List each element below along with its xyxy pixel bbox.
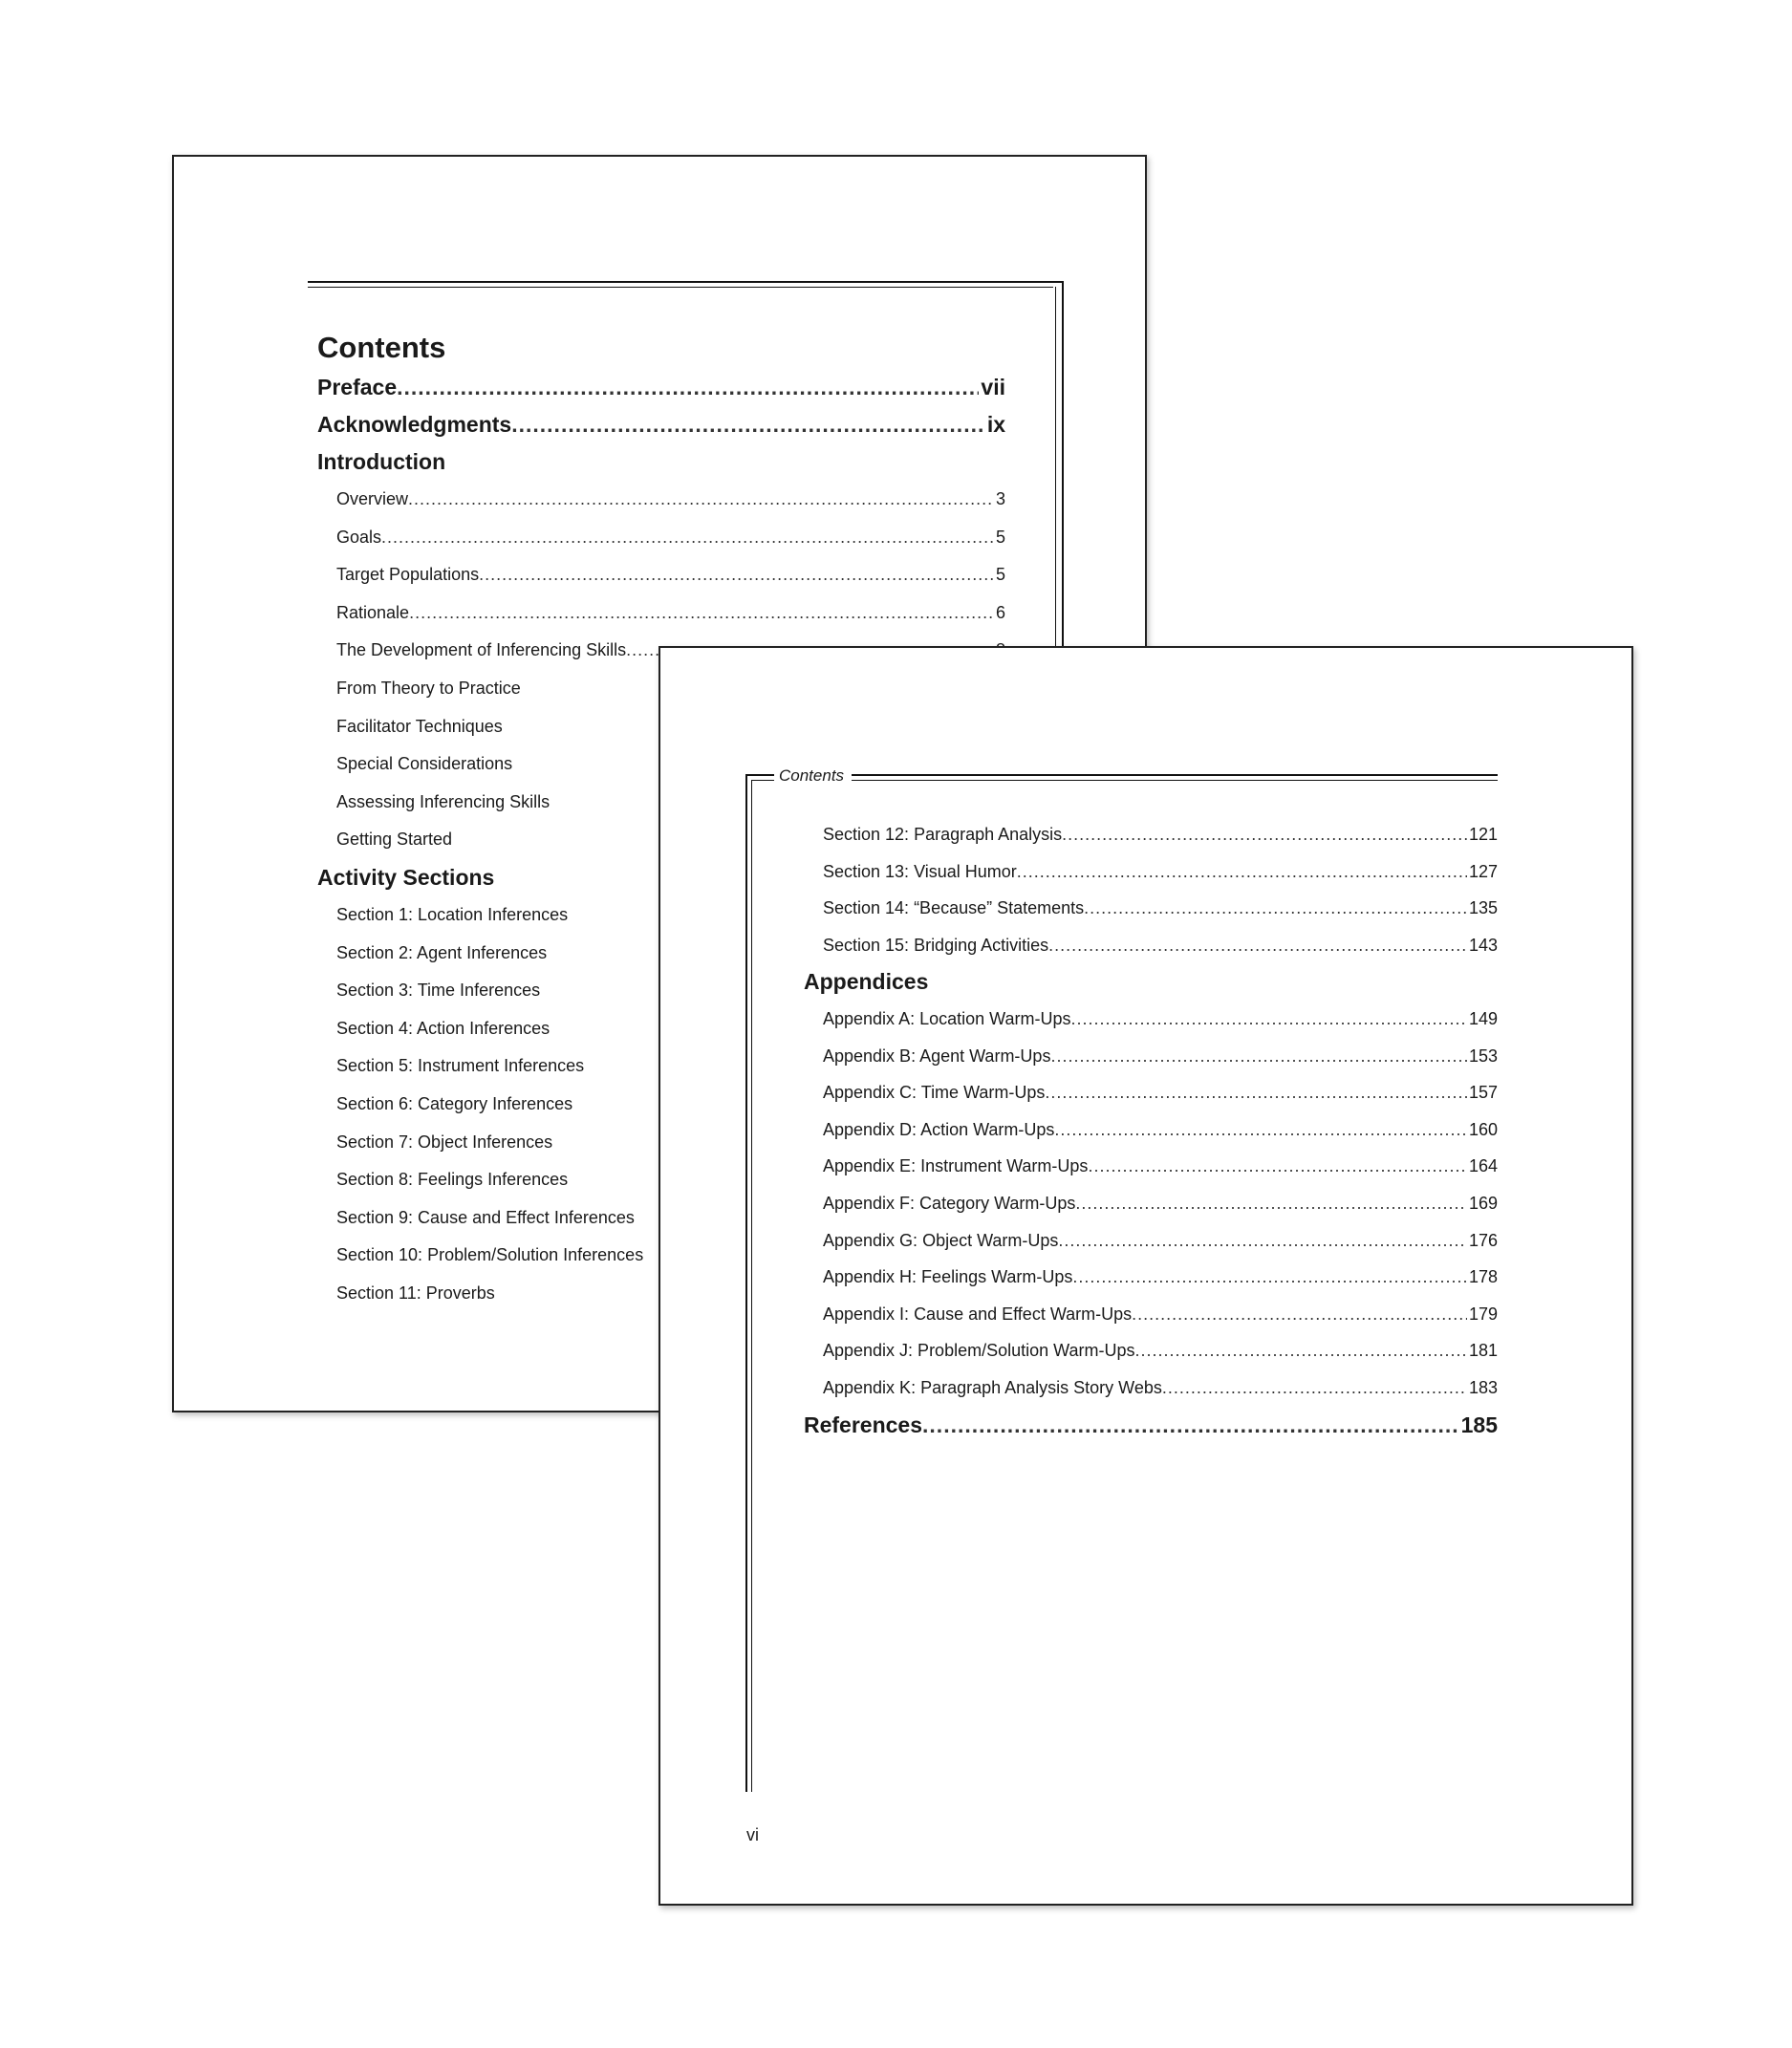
toc-entry-label: Appendix D: Action Warm-Ups xyxy=(823,1119,1055,1139)
toc-entry-label: Goals xyxy=(336,527,382,547)
top-rule xyxy=(852,774,1498,776)
toc-entry-page-number: 6 xyxy=(995,602,1005,622)
toc-entry-label: Section 1: Location Inferences xyxy=(336,904,569,924)
toc-entry-label: Appendix A: Location Warm-Ups xyxy=(823,1008,1071,1028)
toc-entry-page-number: 169 xyxy=(1468,1193,1498,1213)
toc-entry xyxy=(804,1296,1498,1333)
toc-entry xyxy=(804,1369,1498,1407)
toc-entry-label: Section 6: Category Inferences xyxy=(336,1093,573,1113)
dot-leader xyxy=(1088,1148,1467,1185)
toc-entry-label: The Development of Inferencing Skills xyxy=(336,640,627,660)
toc-entry-label: Appendix E: Instrument Warm-Ups xyxy=(823,1156,1089,1176)
toc-entry xyxy=(804,890,1498,927)
toc-entry-label: Appendix C: Time Warm-Ups xyxy=(823,1083,1046,1103)
toc-entry-label: Section 11: Proverbs xyxy=(336,1283,495,1303)
toc-entry-page-number: 135 xyxy=(1468,898,1498,918)
toc-entry-label: Section 13: Visual Humor xyxy=(823,861,1017,881)
dot-leader xyxy=(409,594,994,633)
toc-heading-entry xyxy=(317,369,1005,406)
toc-entry xyxy=(804,1259,1498,1296)
toc-heading-entry xyxy=(317,406,1005,443)
top-rule-segment-inner xyxy=(751,780,774,781)
dot-leader xyxy=(1045,1074,1467,1111)
toc-entry-label: Appendix K: Paragraph Analysis Story Webs xyxy=(823,1377,1162,1397)
top-double-rule-inner xyxy=(308,287,1053,288)
toc-heading-entry xyxy=(804,963,1498,1001)
dot-leader xyxy=(511,406,985,443)
toc-entry-label: Special Considerations xyxy=(336,754,513,774)
dot-leader xyxy=(408,481,994,519)
toc-entry-page-number: 179 xyxy=(1468,1304,1498,1324)
toc-entry-label: Assessing Inferencing Skills xyxy=(336,791,551,811)
toc-entry-page-number: 143 xyxy=(1468,935,1498,955)
toc-entry-label: Appendix I: Cause and Effect Warm-Ups xyxy=(823,1304,1133,1324)
top-double-rule xyxy=(308,281,1063,283)
toc-entry-page-number: 3 xyxy=(995,489,1005,508)
dot-leader xyxy=(1048,927,1467,964)
dot-leader xyxy=(1134,1332,1466,1369)
toc-entry-page-number: 153 xyxy=(1468,1046,1498,1066)
toc-entry-page-number: 127 xyxy=(1468,861,1498,881)
toc-entry-label: Appendix G: Object Warm-Ups xyxy=(823,1230,1059,1250)
dot-leader xyxy=(1070,1001,1467,1038)
toc-page-right xyxy=(659,646,1633,1906)
toc-entry xyxy=(804,1001,1498,1038)
toc-entry xyxy=(804,1038,1498,1075)
toc-entry-label: Section 8: Feelings Inferences xyxy=(336,1170,569,1190)
toc-entry-label: Appendix B: Agent Warm-Ups xyxy=(823,1046,1051,1066)
toc-entry xyxy=(317,556,1005,594)
toc-entry-page-number: 176 xyxy=(1468,1230,1498,1250)
toc-entry-label: From Theory to Practice xyxy=(336,678,521,698)
dot-leader xyxy=(1072,1259,1467,1296)
running-head: Contents xyxy=(779,766,845,785)
toc-entry-label: Introduction xyxy=(317,449,446,474)
toc-entry xyxy=(804,1222,1498,1260)
toc-entry-label: Section 2: Agent Inferences xyxy=(336,942,548,962)
toc-entry-label: Appendix F: Category Warm-Ups xyxy=(823,1193,1076,1213)
toc-entry-label: Rationale xyxy=(336,602,410,622)
toc-entry-page-number: 181 xyxy=(1468,1341,1498,1361)
toc-list-right xyxy=(804,816,1498,1443)
top-rule-segment xyxy=(745,774,774,776)
toc-entry-label: Section 5: Instrument Inferences xyxy=(336,1056,585,1076)
dot-leader xyxy=(1058,1222,1467,1260)
toc-entry-label: Target Populations xyxy=(336,565,480,585)
toc-heading-entry xyxy=(317,443,1005,481)
dot-leader xyxy=(1084,890,1467,927)
toc-entry xyxy=(804,816,1498,853)
dot-leader xyxy=(922,1407,1459,1444)
toc-entry-page-number: 164 xyxy=(1468,1156,1498,1176)
dot-leader xyxy=(1075,1185,1467,1222)
toc-entry-page-number: 185 xyxy=(1460,1412,1498,1437)
toc-entry-label: Section 14: “Because” Statements xyxy=(823,898,1085,918)
dot-leader xyxy=(397,369,979,406)
toc-entry-page-number: 149 xyxy=(1468,1008,1498,1028)
toc-entry-label: Section 10: Problem/Solution Inferences xyxy=(336,1245,644,1265)
toc-entry-label: Acknowledgments xyxy=(317,412,512,437)
toc-entry-label: Section 7: Object Inferences xyxy=(336,1132,553,1152)
dot-leader xyxy=(381,519,994,557)
dot-leader xyxy=(1162,1369,1467,1407)
dot-leader xyxy=(1062,816,1467,853)
dot-leader xyxy=(1132,1296,1467,1333)
toc-entry-label: Facilitator Techniques xyxy=(336,716,503,736)
toc-entry-page-number: 5 xyxy=(995,565,1005,585)
toc-entry-label: Preface xyxy=(317,375,398,399)
toc-entry-page-number: vii xyxy=(981,375,1005,399)
toc-entry-label: Appendix J: Problem/Solution Warm-Ups xyxy=(823,1341,1135,1361)
toc-entry-page-number: 178 xyxy=(1468,1267,1498,1287)
toc-entry-label: Overview xyxy=(336,489,409,508)
toc-entry xyxy=(317,481,1005,519)
toc-entry-label: Appendix H: Feelings Warm-Ups xyxy=(823,1267,1073,1287)
toc-entry xyxy=(317,594,1005,633)
toc-entry-label: Activity Sections xyxy=(317,864,495,890)
toc-entry xyxy=(804,1185,1498,1222)
toc-entry-label: Section 3: Time Inferences xyxy=(336,981,541,1001)
toc-entry-page-number: 157 xyxy=(1468,1083,1498,1103)
toc-entry xyxy=(804,1111,1498,1149)
toc-entry-page-number: 5 xyxy=(995,527,1005,547)
toc-entry-page-number: ix xyxy=(986,412,1005,437)
toc-entry xyxy=(317,519,1005,557)
toc-entry-label: References xyxy=(804,1412,923,1437)
toc-entry-label: Section 12: Paragraph Analysis xyxy=(823,825,1063,844)
dot-leader xyxy=(479,556,994,594)
toc-entry xyxy=(804,1332,1498,1369)
toc-entry xyxy=(804,927,1498,964)
dot-leader xyxy=(1050,1038,1467,1075)
toc-entry-page-number: 183 xyxy=(1468,1377,1498,1397)
toc-entry-page-number: 160 xyxy=(1468,1119,1498,1139)
toc-entry-label: Section 15: Bridging Activities xyxy=(823,935,1049,955)
toc-entry xyxy=(804,853,1498,891)
toc-entry-label: Section 4: Action Inferences xyxy=(336,1018,551,1038)
toc-entry-label: Section 9: Cause and Effect Inferences xyxy=(336,1207,635,1227)
toc-entry-label: Appendices xyxy=(804,969,929,995)
dot-leader xyxy=(1054,1111,1467,1149)
left-double-rule xyxy=(745,774,747,1792)
toc-entry xyxy=(804,1148,1498,1185)
toc-heading-entry xyxy=(804,1407,1498,1444)
left-double-rule-inner xyxy=(751,780,752,1792)
top-rule-inner xyxy=(852,780,1498,781)
toc-entry xyxy=(804,1074,1498,1111)
toc-entry-label: Getting Started xyxy=(336,830,453,850)
contents-heading: Contents xyxy=(317,331,446,364)
page-number: vi xyxy=(746,1825,759,1844)
dot-leader xyxy=(1017,853,1467,891)
toc-entry-page-number: 121 xyxy=(1468,825,1498,844)
